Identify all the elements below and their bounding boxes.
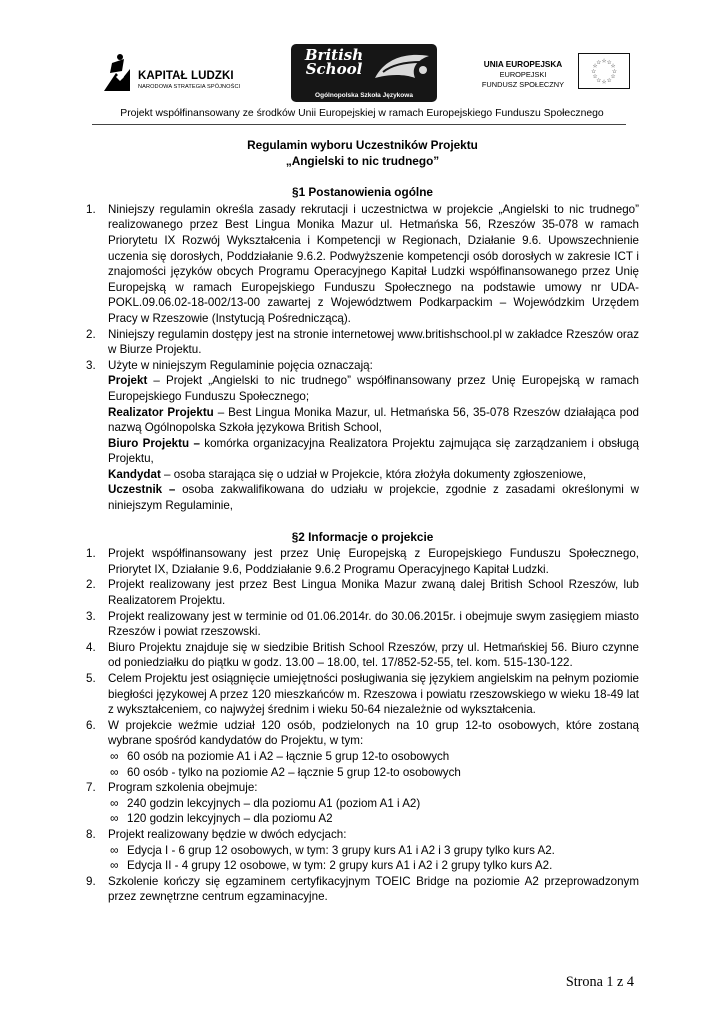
- definition: [108, 373, 639, 404]
- definition-term: Uczestnik –: [108, 483, 176, 497]
- kapital-ludzki-title: KAPITAŁ LUDZKI: [138, 70, 234, 82]
- british-school-logo: [291, 44, 437, 102]
- eu-star-icon: ☆: [601, 58, 607, 65]
- list-item: [86, 874, 639, 905]
- item-text: Projekt współfinansowany jest przez Unię Europejską z Europejskiego Funduszu Społecznego, Priorytet IX, Działanie 9.6, Poddziałanie 9.6.2 Programu Operacyjnego Kapitał Ludzki.: [108, 547, 639, 576]
- bullet-item: [108, 843, 639, 859]
- bullet-text: Edycja II - 4 grupy 12 osobowe, w tym: 2 grupy kurs A1 i A2 i 2 grupy tylko kurs A2.: [127, 859, 553, 873]
- project-name: „Angielski to nic trudnego”: [285, 153, 440, 168]
- kapital-ludzki-subtitle: NARODOWA STRATEGIA SPÓJNOŚCI: [138, 84, 241, 90]
- eu-star-icon: ☆: [610, 74, 616, 81]
- british-school-title: British School: [304, 46, 364, 78]
- infinity-icon: ∞: [110, 842, 119, 857]
- document-body: [86, 138, 639, 905]
- bullet-text: 240 godzin lekcyjnych – dla poziomu A1 (poziom A1 i A2): [127, 796, 421, 810]
- item-text: W projekcie weźmie udział 120 osób, podzielonych na 10 grup 12-to osobowych, które zostaną wybrane spośród kandydatów do Projektu, w tym:: [108, 718, 639, 748]
- item-text: Program szkolenia obejmuje:: [108, 781, 258, 795]
- infinity-icon: ∞: [110, 811, 119, 826]
- definition: [108, 467, 639, 483]
- definition-term: Projekt: [108, 374, 148, 388]
- section-1-heading: §1 Postanowienia ogólne: [292, 185, 433, 200]
- item-number: 1.: [86, 547, 96, 561]
- british-school-subtitle: Ogólnopolska Szkoła Językowa: [315, 92, 413, 99]
- eu-star-icon: ☆: [606, 77, 612, 84]
- eu-star-icon: ☆: [601, 79, 607, 86]
- eu-star-icon: ☆: [596, 59, 602, 66]
- header-divider: [92, 124, 626, 125]
- list-item: [86, 718, 639, 780]
- item-text: Niniejszy regulamin dostępy jest na stronie internetowej www.britishschool.pl w zakładce Rzeszów oraz w Biurze Projektu.: [108, 327, 639, 357]
- item-number: 1.: [86, 202, 96, 216]
- eu-fund-line1: EUROPEJSKI: [499, 70, 547, 79]
- funding-note: Projekt współfinansowany ze środków Unii Europejskiej w ramach Europejskiego Funduszu Społecznego: [120, 108, 604, 119]
- item-text: Szkolenie kończy się egzaminem certyfikacyjnym TOEIC Bridge na poziomie A2 przeprowadzonym przez zewnętrzne centrum egzaminacyjne.: [108, 874, 639, 904]
- eu-star-icon: ☆: [606, 59, 612, 66]
- list-item: [86, 358, 639, 514]
- list-item: [86, 546, 639, 577]
- item-number: 9.: [86, 874, 96, 888]
- item-text: Celem Projektu jest osiągnięcie umiejętności posługiwania się językiem angielskim na pełnym poziomie biegłości językowej A przez 120 mieszkańców m. Rzeszowa i powiatu rzeszowskiego w wieku 18-49 lat z wykształceniem, co najwyżej średnim i wieku 50-64 niezależnie od wykształcenia.: [108, 672, 639, 717]
- definition: [108, 482, 639, 513]
- list-item: [86, 202, 639, 327]
- eu-label: [478, 60, 568, 90]
- definition-text: osoba zakwalifikowana do udziału w projekcie, zgodnie z zasadami określonymi w niniejszym Regulaminie,: [108, 483, 639, 513]
- infinity-icon: ∞: [110, 764, 119, 779]
- eu-star-icon: ☆: [611, 68, 617, 75]
- definition-text: komórka organizacyjna Realizatora Projektu zajmująca się zarządzaniem i obsługą Projektu,: [108, 436, 639, 466]
- item-number: 3.: [86, 609, 96, 623]
- bullet-item: [108, 858, 639, 874]
- bullet-item: [108, 796, 639, 812]
- item-number: 3.: [86, 358, 96, 372]
- definition-text: – Projekt „Angielski to nic trudnego” współfinansowany przez Unię Europejską w ramach Europejskiego Funduszu Społecznego;: [108, 374, 639, 403]
- definition-text: – osoba starająca się o udział w Projekcie, która złożyła dokumenty zgłoszeniowe,: [160, 467, 587, 481]
- item-number: 4.: [86, 640, 96, 654]
- infinity-icon: ∞: [110, 795, 119, 810]
- definition-term: Kandydat: [108, 467, 161, 481]
- infinity-icon: ∞: [110, 858, 119, 873]
- bullet-item: [108, 765, 639, 781]
- kapital-ludzki-emblem-icon: [102, 53, 132, 93]
- eu-star-icon: ☆: [596, 77, 602, 84]
- document-header: [0, 0, 724, 140]
- eu-fund-line2: FUNDUSZ SPOŁECZNY: [481, 80, 565, 89]
- item-text: Projekt realizowany jest przez Best Lingua Monika Mazur zwaną dalej British School Rzeszów, lub Realizatorem Projektu.: [108, 578, 639, 608]
- definition-text: – Best Lingua Monika Mazur, ul. Hetmańska 56, 35-078 Rzeszów działająca pod nazwą Ogólnopolska Szkoła językowa British School,: [108, 405, 639, 435]
- eu-star-icon: ☆: [592, 74, 598, 81]
- eu-title: UNIA EUROPEJSKA: [483, 60, 563, 69]
- infinity-icon: ∞: [110, 748, 119, 763]
- list-item: [86, 609, 639, 640]
- item-text: Użyte w niniejszym Regulaminie pojęcia oznaczają:: [108, 358, 373, 372]
- eu-star-icon: ☆: [610, 63, 616, 70]
- definition: [108, 436, 639, 467]
- definitions-list: [108, 373, 639, 513]
- document-title: Regulamin wyboru Uczestników Projektu: [247, 138, 478, 152]
- list-item: [86, 780, 639, 827]
- item-number: 6.: [86, 718, 96, 732]
- item-number: 7.: [86, 781, 96, 795]
- definition: [108, 405, 639, 436]
- bullet-text: Edycja I - 6 grup 12 osobowych, w tym: 3 grupy kurs A1 i A2 i 3 grupy tylko kurs A2.: [127, 843, 555, 857]
- eu-star-icon: ☆: [591, 68, 597, 75]
- item-number: 2.: [86, 578, 96, 592]
- bullet-text: 60 osób na poziomie A1 i A2 – łącznie 5 grup 12-to osobowych: [127, 749, 450, 763]
- list-item: [86, 577, 639, 608]
- item-number: 2.: [86, 327, 96, 341]
- list-item: [86, 671, 639, 718]
- definition-term: Biuro Projektu –: [108, 436, 200, 450]
- item-text: Biuro Projektu znajduje się w siedzibie British School Rzeszów, przy ul. Hetmańskiej 56. Biuro czynne od poniedziałku do piątku w godz. 13.00 – 18.00, tel. 17/852-52-55, tel. kom. 515-130-122.: [108, 640, 639, 670]
- bullet-text: 120 godzin lekcyjnych – dla poziomu A2: [127, 812, 333, 826]
- item-text: Projekt realizowany będzie w dwóch edycjach:: [108, 827, 347, 841]
- section-2-heading: §2 Informacje o projekcie: [291, 529, 434, 544]
- item-text: Projekt realizowany jest w terminie od 01.06.2014r. do 30.06.2015r. i obejmuje swym zasięgiem miasto Rzeszów i powiat rzeszowski.: [108, 609, 639, 639]
- bullet-item: [108, 749, 639, 765]
- bullet-text: 60 osób - tylko na poziomie A2 – łącznie 5 grup 12-to osobowych: [127, 765, 461, 779]
- item-number: 5.: [86, 672, 96, 685]
- item-number: 8.: [86, 827, 96, 841]
- item-text: Niniejszy regulamin określa zasady rekrutacji i uczestnictwa w projekcie „Angielski to nic trudnego” realizowanego przez Best Lingua Monika Mazur ul. Hetmańska 56, Rzeszów 35-078 w ramach Priorytetu IX Rozwój Wykształcenia i Kompetencji w Regionach, Działanie 9.6. Upowszechnienie uczenia się dorosłych, Poddziałanie 9.6.2. Podwyższenie kompetencji osób dorosłych w zakresie ICT i znajomości języków obcych Programu Operacyjnego Kapitał Ludzki współfinansowanego przez Unię Europejską w ramach Europejskiego Funduszu Społecznego na podstawie umowy nr UDA-POKL.09.06.02-18-002/13-00 zawartej z Województwem Podkarpackim – Wojewódzkim Urzędem Pracy w Rzeszowie (Instytucją Pośredniczącą).: [108, 202, 639, 325]
- page-number: Strona 1 z 4: [565, 974, 634, 990]
- bullet-item: [108, 811, 639, 827]
- kapital-ludzki-logo: [102, 53, 262, 97]
- list-item: [86, 827, 639, 874]
- list-item: [86, 640, 639, 671]
- definition-term: Realizator Projektu: [108, 405, 214, 419]
- eu-star-icon: ☆: [592, 63, 598, 70]
- list-item: [86, 327, 639, 358]
- british-school-emblem-icon: [371, 48, 433, 84]
- eu-flag-icon: [578, 53, 630, 89]
